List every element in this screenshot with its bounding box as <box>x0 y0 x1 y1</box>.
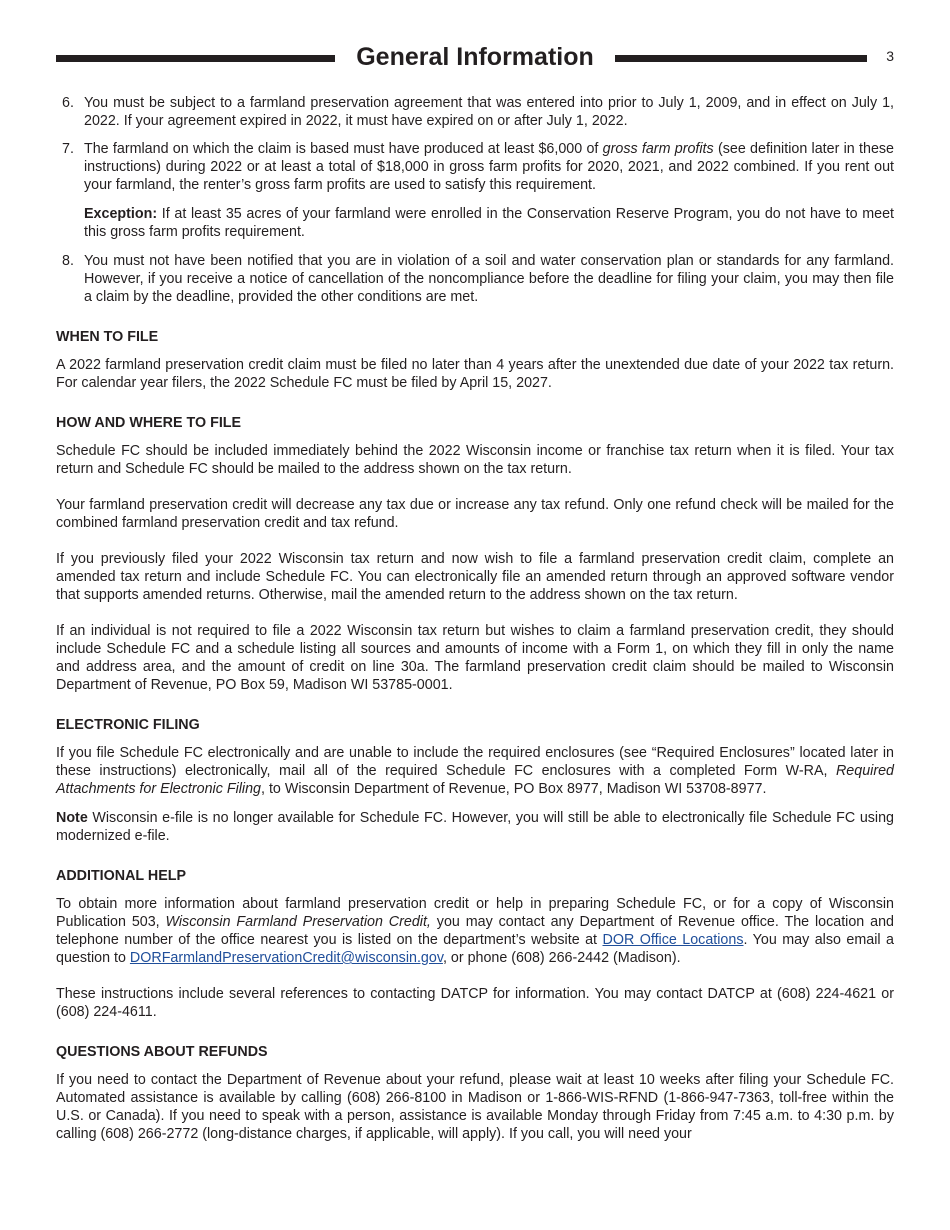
exception-label: Exception: <box>84 206 158 222</box>
paragraph-text: To obtain more information about farmland preservation credit or help in preparing Schedule FC, or for a copy of Wisconsin Publication 503, <box>56 896 894 930</box>
exception-text: If at least 35 acres of your farmland were enrolled in the Conservation Reserve Program, you do not have to meet this gross farm profits requirement. <box>84 206 894 240</box>
list-text: You must not have been notified that you are in violation of a soil and water conservation plan or standards for any farmland. However, if you receive a notice of cancellation of the noncompliance before the deadline for filing your claim, you may then file a claim by the deadline, provided the other conditions are met. <box>84 253 894 305</box>
email-link[interactable]: DORFarmlandPreservationCredit@wisconsin.gov <box>129 950 443 966</box>
paragraph: If you need to contact the Department of Revenue about your refund, please wait at least 10 weeks after filing your Schedule FC. Automated assistance is available by calling (608) 266-8100 in Madison or 1-866-WIS-RFND (1-866-947-7363, toll-free within the U.S. or Canada). If you need to speak with a person, assistance is available Monday through Friday from 7:45 a.m. to 4:30 p.m. by calling (608) 266-2772 (long-distance charges, if applicable, will apply). If you call, you will need your <box>56 1072 894 1142</box>
list-number: 8. <box>62 253 74 269</box>
paragraph <box>56 895 894 967</box>
note-label: Note <box>56 810 88 826</box>
list-text: The farmland on which the claim is based must have produced at least $6,000 of <box>84 141 603 157</box>
section-heading-when-to-file: WHEN TO FILE <box>56 329 159 345</box>
paragraph: A 2022 farmland preservation credit claim must be filed no later than 4 years after the unextended due date of your 2022 tax return. For calendar year filers, the 2022 Schedule FC must be filed by April 15, 2027. <box>56 357 894 391</box>
paragraph-text: , to Wisconsin Department of Revenue, PO Box 8977, Madison WI 53708-8977. <box>261 781 767 797</box>
dor-office-locations-link[interactable]: DOR Office Locations <box>602 932 744 948</box>
paragraph-text: . You may also email a question to <box>56 932 894 966</box>
note-paragraph <box>56 809 894 845</box>
paragraph <box>56 744 894 798</box>
section-heading-refunds: QUESTIONS ABOUT REFUNDS <box>56 1044 268 1060</box>
list-text: (see definition later in these instructions) during 2022 or at least a total of $18,000 in gross farm profits for 2020, 2021, and 2022 combined. If you rent out your farmland, the renter’s gross farm profits are used to satisfy this requirement. <box>84 141 894 193</box>
document-body <box>56 94 894 1143</box>
section-heading-electronic-filing: ELECTRONIC FILING <box>56 717 200 733</box>
exception-paragraph <box>56 205 894 241</box>
section-heading-how-where: HOW AND WHERE TO FILE <box>56 415 242 431</box>
list-item-7 <box>56 140 894 194</box>
paragraph: If an individual is not required to file a 2022 Wisconsin tax return but wishes to claim a farmland preservation credit, they should include Schedule FC and a schedule listing all sources and amounts of income with a Form 1, on which they fill in only the name and address area, and the amount of credit on line 30a. The farmland preservation credit claim should be mailed to Wisconsin Department of Revenue, PO Box 59, Madison WI 53785-0001. <box>56 623 894 693</box>
page-number: 3 <box>886 48 894 64</box>
paragraph-text: If you file Schedule FC electronically and are unable to include the required enclosures (see “Required Enclosures” located later in these instructions) electronically, mail all of the required Schedule FC enclosures with a completed Form W-RA, <box>56 745 894 779</box>
paragraph-text: you may contact any Department of Revenue office. The location and telephone number of the office nearest you is listed on the department’s website at <box>56 914 894 948</box>
paragraph: These instructions include several references to contacting DATCP for information. You may contact DATCP at (608) 224-4621 or (608) 224-4611. <box>56 986 894 1020</box>
list-number: 6. <box>62 95 74 111</box>
form-title-emphasis: Required Attachments for Electronic Filing <box>56 763 894 797</box>
list-item-6 <box>56 94 894 130</box>
list-emphasis: gross farm profits <box>602 141 714 157</box>
paragraph: Schedule FC should be included immediately behind the 2022 Wisconsin income or franchise tax return when it is filed. Your tax return and Schedule FC should be mailed to the address shown on the tax return. <box>56 443 894 477</box>
paragraph: If you previously filed your 2022 Wisconsin tax return and now wish to file a farmland preservation credit claim, complete an amended tax return and include Schedule FC. You can electronically file an amended return through an approved software vendor that supports amended returns. Otherwise, mail the amended return to the address shown on the tax return. <box>56 551 894 603</box>
list-item-8 <box>56 252 894 306</box>
paragraph: Your farmland preservation credit will decrease any tax due or increase any tax refund. Only one refund check will be mailed for the combined farmland preservation credit and tax refund. <box>56 497 894 531</box>
header-rule-left <box>56 55 335 62</box>
paragraph-text: , or phone (608) 266-2442 (Madison). <box>442 950 681 966</box>
section-heading-additional-help: ADDITIONAL HELP <box>56 868 186 884</box>
list-number: 7. <box>62 141 74 157</box>
header-rule-right <box>615 55 867 62</box>
page-header <box>56 40 894 76</box>
note-text: Wisconsin e-file is no longer available for Schedule FC. However, you will still be able to electronically file Schedule FC using modernized e-file. <box>56 810 894 844</box>
page-title: General Information <box>356 43 594 71</box>
publication-title-emphasis: Wisconsin Farmland Preservation Credit, <box>165 914 431 930</box>
list-text: You must be subject to a farmland preservation agreement that was entered into prior to July 1, 2009, and in effect on July 1, 2022. If your agreement expired in 2022, it must have expired on or after July 1, 2022. <box>84 95 894 129</box>
